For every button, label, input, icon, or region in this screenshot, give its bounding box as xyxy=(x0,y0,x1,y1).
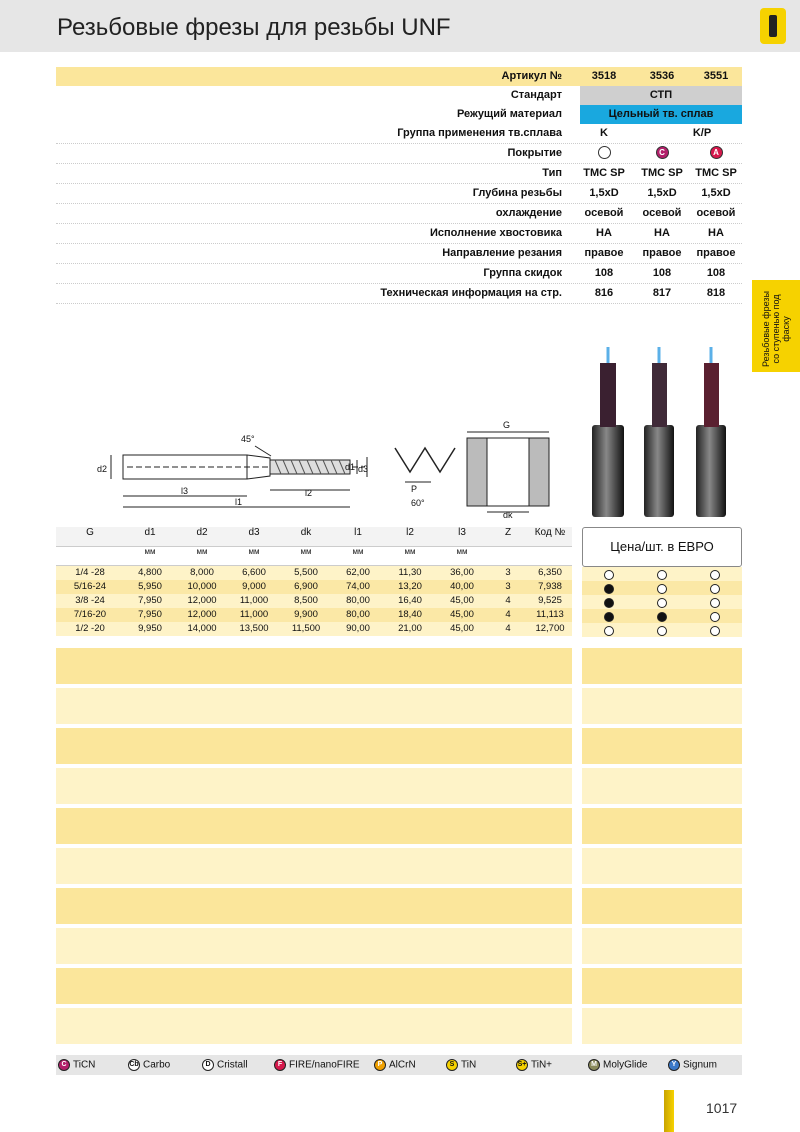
availability-cell xyxy=(688,567,741,581)
availability-cell xyxy=(688,623,741,637)
spec-row-discount xyxy=(56,264,742,284)
spec-row-coating xyxy=(56,144,742,164)
depth-value: 1,5xD xyxy=(647,187,677,199)
depth-value: 1,5xD xyxy=(701,187,731,199)
table-cell: 7,938 xyxy=(538,581,562,592)
coating-badge-icon: Y xyxy=(668,1059,680,1071)
legend-item xyxy=(516,1059,552,1071)
table-cell: 9,000 xyxy=(242,581,266,592)
table-cell: 5,500 xyxy=(294,567,318,578)
unit-cell: мм xyxy=(144,547,156,556)
legend-item xyxy=(446,1059,476,1071)
table-cell: 8,500 xyxy=(294,595,318,606)
coating-badge-icon: Cb xyxy=(128,1059,140,1071)
column-header: G xyxy=(86,527,94,538)
table-cell: 12,000 xyxy=(187,609,217,620)
table-row[interactable] xyxy=(56,566,572,580)
dim-label-d3: d3 xyxy=(358,464,369,474)
empty-row-band xyxy=(56,968,572,1004)
in-stock-dot-icon xyxy=(604,584,614,594)
table-cell: 12,700 xyxy=(535,623,565,634)
article-number: 3536 xyxy=(649,70,675,82)
article-number: 3551 xyxy=(703,70,729,82)
table-row[interactable] xyxy=(56,580,572,594)
availability-columns xyxy=(582,567,742,637)
unit-cell xyxy=(528,547,572,565)
unit-cell xyxy=(488,547,528,565)
table-cell: 45,00 xyxy=(450,623,474,634)
table-cell: 11,000 xyxy=(239,595,269,606)
column-header: l2 xyxy=(406,527,414,538)
coating-badge-icon: S+ xyxy=(516,1059,528,1071)
tool-3 xyxy=(696,347,726,517)
table-cell: 13,20 xyxy=(398,581,422,592)
tool-1 xyxy=(592,347,624,517)
price-header: Цена/шт. в ЕВРО xyxy=(582,527,742,567)
legend-label: TiN+ xyxy=(531,1059,553,1071)
legend-label: Signum xyxy=(683,1059,717,1071)
unit-cell: мм xyxy=(352,547,364,556)
dim-label-45: 45° xyxy=(241,434,255,444)
table-cell: 4 xyxy=(505,623,511,634)
table-cell: 7,950 xyxy=(138,595,162,606)
table-header xyxy=(56,527,572,547)
column-header: Код № xyxy=(534,527,566,538)
in-stock-dot-icon xyxy=(604,612,614,622)
unit-cell: мм xyxy=(404,547,416,556)
table-cell: 62,00 xyxy=(346,567,370,578)
availability-cell xyxy=(635,567,688,581)
legend-item xyxy=(202,1059,248,1071)
type-value: TMC SP xyxy=(641,167,683,179)
side-tab-label: Резьбовые фрезы со ступенью под фаску xyxy=(761,291,791,367)
spec-label: Стандарт xyxy=(510,89,562,101)
direction-value: правое xyxy=(584,247,624,259)
empty-price-band xyxy=(582,888,742,924)
dimensions-table xyxy=(56,527,572,636)
table-cell: 90,00 xyxy=(346,623,370,634)
page-title: Резьбовые фрезы для резьбы UNF xyxy=(57,14,451,41)
spec-block xyxy=(56,67,742,304)
unit-cell: мм xyxy=(196,547,208,556)
available-on-request-dot-icon xyxy=(710,598,720,608)
info-page-link[interactable]: 818 xyxy=(706,287,726,299)
availability-cell xyxy=(688,595,741,609)
table-cell: 6,900 xyxy=(294,581,318,592)
legend-item xyxy=(374,1059,416,1071)
availability-row xyxy=(582,609,742,623)
table-cell: 4 xyxy=(505,609,511,620)
available-on-request-dot-icon xyxy=(657,584,667,594)
table-cell: 13,500 xyxy=(239,623,269,634)
table-cell: 9,950 xyxy=(138,623,162,634)
dim-label-l3: l3 xyxy=(181,486,189,496)
available-on-request-dot-icon xyxy=(710,612,720,622)
cooling-value: осевой xyxy=(584,207,624,219)
legend-label: MolyGlide xyxy=(603,1059,648,1071)
table-cell: 9,525 xyxy=(538,595,562,606)
availability-row xyxy=(582,623,742,637)
spec-label: Исполнение хвостовика xyxy=(430,227,562,239)
spec-row-type xyxy=(56,164,742,184)
legend-item xyxy=(274,1059,360,1071)
table-cell: 11,500 xyxy=(291,623,321,634)
type-value: TMC SP xyxy=(695,167,737,179)
spec-label: Направление резания xyxy=(442,247,562,259)
cooling-value: осевой xyxy=(642,207,682,219)
dim-label-p: P xyxy=(411,484,418,494)
available-on-request-dot-icon xyxy=(657,626,667,636)
table-row[interactable] xyxy=(56,622,572,636)
column-header: dk xyxy=(300,527,312,538)
spec-label: Артикул № xyxy=(501,70,562,82)
availability-row xyxy=(582,581,742,595)
table-cell: 11,113 xyxy=(536,609,564,620)
standard-value: СТП xyxy=(580,86,742,105)
empty-price-band xyxy=(582,808,742,844)
table-cell: 80,00 xyxy=(346,609,370,620)
legend-item xyxy=(58,1059,95,1071)
dim-label-d2: d2 xyxy=(97,464,108,474)
spec-row-article xyxy=(56,67,742,86)
coating-badge-icon: M xyxy=(588,1059,600,1071)
dim-label-60: 60° xyxy=(411,498,425,508)
coating-ticn-icon: C xyxy=(656,146,669,159)
legend-label: FIRE/nanoFIRE xyxy=(289,1059,360,1071)
depth-value: 1,5xD xyxy=(589,187,619,199)
table-cell: 11,000 xyxy=(239,609,269,620)
empty-row-band xyxy=(56,688,572,724)
group-value: K xyxy=(600,127,608,139)
table-cell: 7,950 xyxy=(138,609,162,620)
shank-value: HA xyxy=(708,227,724,239)
unit-cell: мм xyxy=(456,547,468,556)
table-cell: 6,600 xyxy=(242,567,266,578)
table-cell: 11,30 xyxy=(398,567,422,578)
table-row[interactable] xyxy=(56,594,572,608)
table-cell: 8,000 xyxy=(190,567,214,578)
tool-2 xyxy=(644,347,674,517)
availability-cell xyxy=(635,623,688,637)
dim-label-l2: l2 xyxy=(305,488,313,498)
availability-cell xyxy=(635,595,688,609)
empty-row-band xyxy=(56,1008,572,1044)
availability-row xyxy=(582,567,742,581)
column-header: d2 xyxy=(196,527,208,538)
table-cell: 10,000 xyxy=(187,581,217,592)
coating-alcrn-icon: A xyxy=(710,146,723,159)
column-header: l1 xyxy=(354,527,362,538)
coating-none-icon xyxy=(598,146,611,159)
spec-label: Группа скидок xyxy=(483,267,562,279)
availability-cell xyxy=(582,609,635,623)
empty-price-band xyxy=(582,1008,742,1044)
availability-cell xyxy=(688,609,741,623)
unit-cell: мм xyxy=(300,547,312,556)
spec-row-group xyxy=(56,124,742,144)
available-on-request-dot-icon xyxy=(710,570,720,580)
legend-item xyxy=(588,1059,647,1071)
cooling-value: осевой xyxy=(696,207,736,219)
section-side-tab[interactable] xyxy=(752,280,800,372)
in-stock-dot-icon xyxy=(604,598,614,608)
info-page-link[interactable]: 816 xyxy=(594,287,614,299)
type-value: TMC SP xyxy=(583,167,625,179)
shank-value: HA xyxy=(596,227,612,239)
empty-row-band xyxy=(56,768,572,804)
spec-row-direction xyxy=(56,244,742,264)
table-cell: 14,000 xyxy=(187,623,217,634)
available-on-request-dot-icon xyxy=(710,626,720,636)
coating-badge-icon: S xyxy=(446,1059,458,1071)
column-header: Z xyxy=(504,527,512,538)
empty-row-band xyxy=(56,728,572,764)
table-cell: 1/2 -20 xyxy=(75,623,105,634)
legend-item xyxy=(128,1059,170,1071)
spec-label: Тип xyxy=(542,167,562,179)
availability-cell xyxy=(582,581,635,595)
empty-row-band xyxy=(56,648,572,684)
legend-label: Cristall xyxy=(217,1059,248,1071)
table-cell: 3 xyxy=(505,567,511,578)
legend-label: AlCrN xyxy=(389,1059,416,1071)
table-cell: 5,950 xyxy=(138,581,162,592)
discount-value: 108 xyxy=(652,267,672,279)
availability-cell xyxy=(582,595,635,609)
table-cell: 40,00 xyxy=(450,581,474,592)
empty-row-band xyxy=(56,848,572,884)
table-cell: 36,00 xyxy=(450,567,474,578)
unit-cell xyxy=(56,547,124,565)
dim-label-l1: l1 xyxy=(235,497,243,507)
availability-cell xyxy=(582,623,635,637)
spec-row-info xyxy=(56,284,742,304)
table-row[interactable] xyxy=(56,608,572,622)
empty-price-band xyxy=(582,928,742,964)
info-page-link[interactable]: 817 xyxy=(652,287,672,299)
table-cell: 18,40 xyxy=(398,609,422,620)
table-cell: 12,000 xyxy=(187,595,217,606)
availability-cell xyxy=(635,609,688,623)
empty-row-band xyxy=(56,808,572,844)
discount-value: 108 xyxy=(594,267,614,279)
tool-photo xyxy=(580,345,740,520)
empty-price-band xyxy=(582,968,742,1004)
spec-row-shank xyxy=(56,224,742,244)
table-cell: 5/16-24 xyxy=(73,581,107,592)
empty-price-band xyxy=(582,768,742,804)
spec-row-standard xyxy=(56,86,742,105)
available-on-request-dot-icon xyxy=(657,570,667,580)
table-cell: 21,00 xyxy=(398,623,422,634)
direction-value: правое xyxy=(642,247,682,259)
legend-label: TiN xyxy=(461,1059,477,1071)
legend-item xyxy=(668,1059,717,1071)
unit-cell: мм xyxy=(248,547,260,556)
dim-label-dk: dk xyxy=(503,510,513,520)
spec-label: Покрытие xyxy=(507,147,562,159)
dim-label-g: G xyxy=(503,420,511,430)
availability-cell xyxy=(635,581,688,595)
legend-label: Carbo xyxy=(143,1059,171,1071)
column-header: l3 xyxy=(458,527,466,538)
direction-value: правое xyxy=(696,247,736,259)
brand-logo-icon xyxy=(760,8,786,44)
page-number: 1017 xyxy=(706,1100,738,1116)
group-value: K/P xyxy=(692,127,712,139)
availability-row xyxy=(582,595,742,609)
page-header xyxy=(0,0,800,52)
coating-badge-icon: D xyxy=(202,1059,214,1071)
spec-label: Глубина резьбы xyxy=(472,187,562,199)
empty-price-band xyxy=(582,848,742,884)
legend-label: TiCN xyxy=(73,1059,96,1071)
available-on-request-dot-icon xyxy=(657,598,667,608)
availability-cell xyxy=(688,581,741,595)
table-cell: 4,800 xyxy=(138,567,162,578)
table-cell: 6,350 xyxy=(538,567,562,578)
coating-legend xyxy=(56,1055,742,1075)
table-units xyxy=(56,547,572,566)
spec-label: Группа применения тв.сплава xyxy=(397,127,562,139)
table-cell: 4 xyxy=(505,595,511,606)
in-stock-dot-icon xyxy=(657,612,667,622)
available-on-request-dot-icon xyxy=(710,584,720,594)
table-cell: 16,40 xyxy=(398,595,422,606)
table-cell: 45,00 xyxy=(450,609,474,620)
table-cell: 9,900 xyxy=(294,609,318,620)
empty-price-band xyxy=(582,728,742,764)
coating-badge-icon: C xyxy=(58,1059,70,1071)
discount-value: 108 xyxy=(706,267,726,279)
page-edge-bar xyxy=(664,1090,674,1132)
table-cell: 7/16-20 xyxy=(73,609,107,620)
column-header: d3 xyxy=(248,527,260,538)
available-on-request-dot-icon xyxy=(604,626,614,636)
empty-row-band xyxy=(56,928,572,964)
tool-drawing xyxy=(95,410,565,520)
empty-price-band xyxy=(582,648,742,684)
table-cell: 45,00 xyxy=(450,595,474,606)
table-cell: 80,00 xyxy=(346,595,370,606)
article-number: 3518 xyxy=(591,70,617,82)
spec-row-material xyxy=(56,105,742,124)
table-cell: 1/4 -28 xyxy=(75,567,105,578)
table-body xyxy=(56,566,572,636)
table-cell: 3 xyxy=(505,581,511,592)
empty-row-band xyxy=(56,888,572,924)
coating-badge-icon: F xyxy=(274,1059,286,1071)
material-value: Цельный тв. сплав xyxy=(580,105,742,124)
spec-row-cooling xyxy=(56,204,742,224)
spec-label: Техническая информация на стр. xyxy=(380,287,562,299)
spec-label: Режущий материал xyxy=(456,108,562,120)
availability-cell xyxy=(582,567,635,581)
dim-label-d1: d1 xyxy=(345,462,356,472)
available-on-request-dot-icon xyxy=(604,570,614,580)
table-cell: 3/8 -24 xyxy=(75,595,105,606)
column-header: d1 xyxy=(144,527,156,538)
coating-badge-icon: P xyxy=(374,1059,386,1071)
spec-row-depth xyxy=(56,184,742,204)
table-cell: 74,00 xyxy=(346,581,370,592)
empty-price-band xyxy=(582,688,742,724)
spec-label: охлаждение xyxy=(495,207,562,219)
shank-value: HA xyxy=(654,227,670,239)
